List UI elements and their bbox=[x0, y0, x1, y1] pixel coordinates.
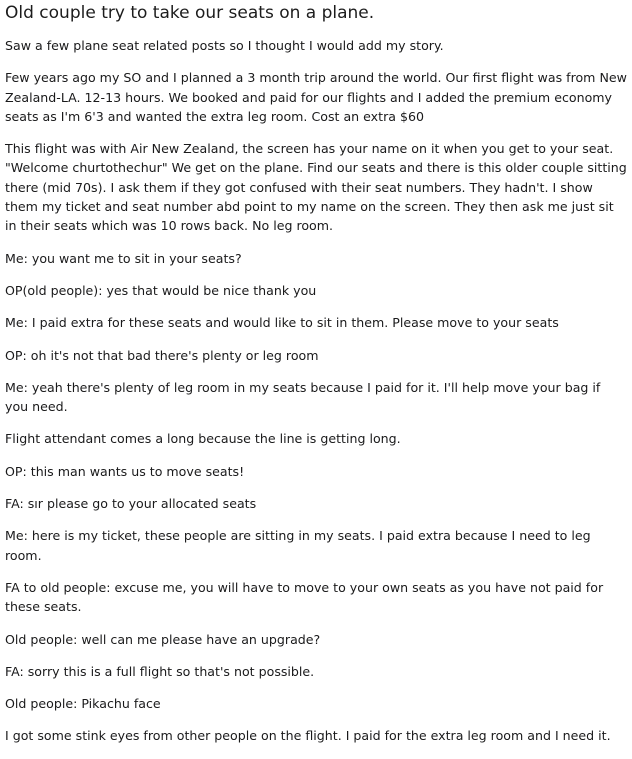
post-body bbox=[5, 36, 627, 746]
post-title: Old couple try to take our seats on a plane. bbox=[5, 3, 375, 23]
post bbox=[5, 0, 627, 759]
post-paragraph: OP(old people): yes that would be nice thank you bbox=[5, 282, 317, 298]
post-paragraph: Saw a few plane seat related posts so I thought I would add my story. bbox=[5, 38, 444, 53]
post-paragraph: This flight was with Air New Zealand, the screen has your name on it when you get to your seat. "Welcome churtothechur" We get on the plane. Find our seats and there is this older couple sitting there (mid 70s). I ask them if they got confused with their seat numbers. They hadn't. I show them my ticket and seat number abd point to my name on the screen. They then ask me just sit in their seats which was 10 rows back. No leg room. bbox=[5, 141, 627, 234]
post-paragraph: OP: this man wants us to move seats! bbox=[5, 463, 245, 479]
post-paragraph: FA: sır please go to your allocated seats bbox=[5, 496, 257, 512]
post-paragraph: FA: sorry this is a full flight so that's not possible. bbox=[5, 663, 315, 679]
post-paragraph: Old people: well can me please have an upgrade? bbox=[5, 631, 321, 647]
post-paragraph: Me: here is my ticket, these people are sitting in my seats. I paid extra because I need to leg room. bbox=[5, 528, 591, 563]
post-paragraph: Few years ago my SO and I planned a 3 month trip around the world. Our first flight was from New Zealand-LA. 12-13 hours. We booked and paid for our flights and I added the premium economy seats as I'm 6'3 and wanted the extra leg room. Cost an extra $60 bbox=[5, 70, 627, 124]
post-paragraph: FA to old people: excuse me, you will have to move to your own seats as you have not paid for these seats. bbox=[5, 579, 604, 615]
post-paragraph: Flight attendant comes a long because the line is getting long. bbox=[5, 431, 401, 447]
post-paragraph: Me: you want me to sit in your seats? bbox=[5, 250, 242, 266]
post-paragraph: Me: I paid extra for these seats and would like to sit in them. Please move to your seats bbox=[5, 315, 559, 331]
post-paragraph: Me: yeah there's plenty of leg room in my seats because I paid for it. I'll help move your bag if you need. bbox=[5, 379, 601, 415]
post-paragraph: I got some stink eyes from other people on the flight. I paid for the extra leg room and I need it. bbox=[5, 728, 611, 744]
post-paragraph: Old people: Pikachu face bbox=[5, 696, 161, 712]
post-paragraph: OP: oh it's not that bad there's plenty or leg room bbox=[5, 347, 319, 363]
